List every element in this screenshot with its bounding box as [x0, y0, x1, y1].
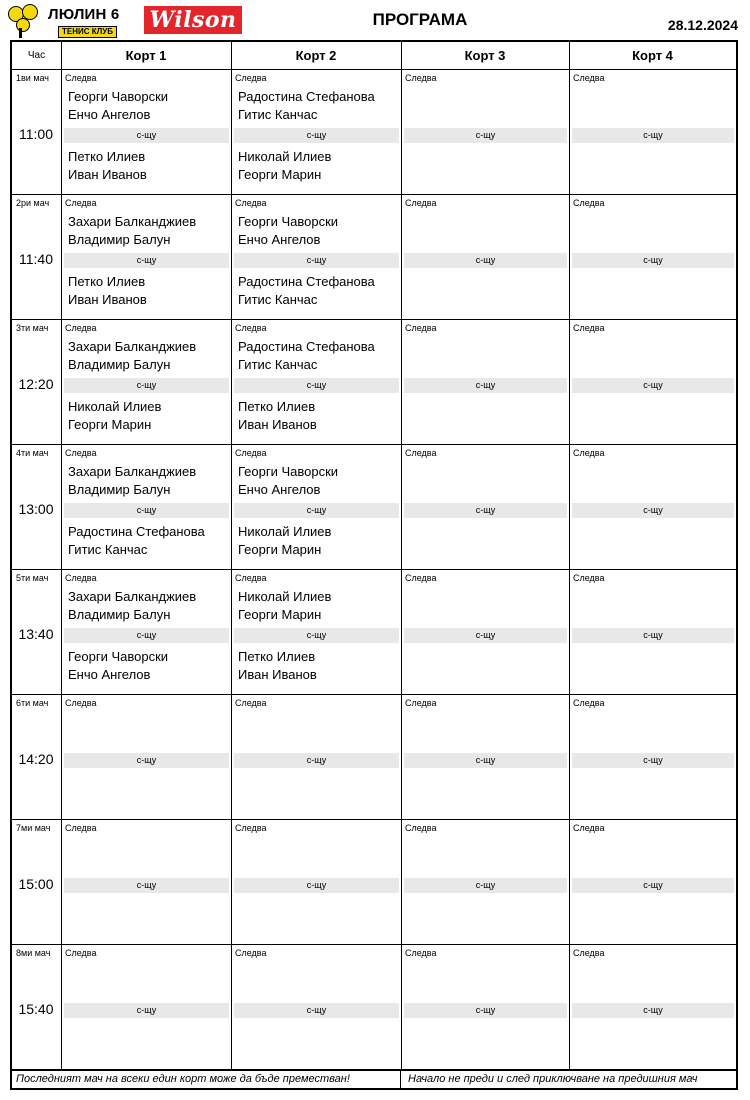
page-header — [0, 0, 750, 40]
versus-bar: с-щу — [64, 128, 229, 143]
player-name: Иван Иванов — [68, 167, 147, 182]
player-name: Радостина Стефанова — [68, 524, 205, 539]
team-two — [68, 273, 147, 309]
court-cell — [570, 570, 736, 694]
footer-divider — [400, 1071, 401, 1089]
next-label: Следва — [573, 448, 605, 458]
versus-bar: с-щу — [404, 253, 567, 268]
versus-bar: с-щу — [572, 253, 734, 268]
court-cell — [62, 320, 231, 444]
player-name: Георги Чаворски — [68, 649, 169, 664]
player-name: Георги Марин — [68, 417, 152, 432]
versus-bar: с-щу — [64, 628, 229, 643]
court-4-header: Корт 4 — [569, 42, 736, 70]
next-label: Следва — [235, 73, 267, 83]
court-cell — [232, 445, 401, 569]
versus-bar: с-щу — [404, 1003, 567, 1018]
player-name: Гитис Канчас — [68, 542, 148, 557]
versus-bar: с-щу — [234, 753, 399, 768]
court-cell — [232, 945, 401, 1069]
player-name: Георги Чаворски — [238, 464, 339, 479]
court-cell — [62, 695, 231, 819]
match-time: 11:00 — [19, 126, 53, 142]
player-name: Радостина Стефанова — [238, 339, 375, 354]
match-number: 6ти мач — [16, 698, 49, 708]
match-time: 11:40 — [19, 251, 53, 267]
player-name: Енчо Ангелов — [68, 107, 151, 122]
next-label: Следва — [235, 198, 267, 208]
player-name: Георги Марин — [238, 542, 322, 557]
player-name: Енчо Ангелов — [238, 482, 321, 497]
schedule-table — [10, 40, 738, 1090]
player-name: Николай Илиев — [238, 524, 332, 539]
next-label: Следва — [235, 448, 267, 458]
next-label: Следва — [235, 948, 267, 958]
match-slot — [12, 945, 736, 1070]
team-one — [238, 463, 338, 499]
next-label: Следва — [405, 73, 437, 83]
court-cell — [62, 570, 231, 694]
player-name: Георги Марин — [238, 167, 322, 182]
match-slot — [12, 320, 736, 445]
versus-bar: с-щу — [234, 253, 399, 268]
player-name: Владимир Балун — [68, 482, 171, 497]
match-time: 13:00 — [18, 501, 54, 517]
match-number: 7ми мач — [16, 823, 51, 833]
schedule-date: 28.12.2024 — [667, 17, 738, 33]
team-one — [68, 463, 196, 499]
next-label: Следва — [405, 823, 437, 833]
versus-bar: с-щу — [572, 1003, 734, 1018]
versus-bar: с-щу — [64, 753, 229, 768]
versus-bar: с-щу — [64, 253, 229, 268]
team-two — [238, 148, 331, 184]
player-name: Захари Балканджиев — [68, 589, 197, 604]
court-cell — [570, 70, 736, 194]
versus-bar: с-щу — [572, 878, 734, 893]
next-label: Следва — [573, 198, 605, 208]
next-label: Следва — [405, 948, 437, 958]
team-one — [238, 88, 375, 124]
player-name: Георги Чаворски — [68, 89, 169, 104]
match-slot — [12, 570, 736, 695]
versus-bar: с-щу — [234, 503, 399, 518]
match-time: 12:20 — [18, 376, 54, 392]
team-one — [68, 88, 168, 124]
court-1-header: Корт 1 — [61, 42, 231, 70]
team-one — [238, 338, 375, 374]
versus-bar: с-щу — [572, 628, 734, 643]
player-name: Николай Илиев — [68, 399, 162, 414]
next-label: Следва — [405, 698, 437, 708]
next-label: Следва — [65, 73, 97, 83]
court-cell — [402, 320, 569, 444]
player-name: Петко Илиев — [68, 274, 146, 289]
court-cell — [232, 570, 401, 694]
court-cell — [570, 820, 736, 944]
player-name: Владимир Балун — [68, 232, 171, 247]
court-cell — [402, 820, 569, 944]
court-cell — [62, 945, 231, 1069]
next-label: Следва — [235, 698, 267, 708]
player-name: Радостина Стефанова — [238, 89, 375, 104]
versus-bar: с-щу — [64, 378, 229, 393]
club-name: ЛЮЛИН 6 — [48, 6, 120, 23]
court-cell — [232, 70, 401, 194]
next-label: Следва — [573, 323, 605, 333]
next-label: Следва — [235, 573, 267, 583]
team-one — [238, 213, 338, 249]
team-two — [238, 273, 375, 309]
player-name: Владимир Балун — [68, 357, 171, 372]
team-two — [238, 523, 331, 559]
versus-bar: с-щу — [64, 1003, 229, 1018]
versus-bar: с-щу — [404, 628, 567, 643]
player-name: Николай Илиев — [238, 149, 332, 164]
versus-bar: с-щу — [404, 128, 567, 143]
court-cell — [570, 445, 736, 569]
court-cell — [570, 945, 736, 1069]
team-one — [68, 213, 196, 249]
team-two — [68, 148, 147, 184]
versus-bar: с-щу — [234, 628, 399, 643]
team-two — [238, 648, 317, 684]
club-logo — [4, 4, 130, 38]
footer-note-right: Начало не преди и след приключване на предишния мач — [408, 1073, 698, 1085]
court-cell — [402, 445, 569, 569]
versus-bar: с-щу — [572, 378, 734, 393]
versus-bar: с-щу — [404, 753, 567, 768]
match-slot — [12, 195, 736, 320]
sponsor-logo: Wilson — [144, 6, 242, 34]
team-two — [238, 398, 317, 434]
team-two — [68, 648, 168, 684]
next-label: Следва — [405, 323, 437, 333]
next-label: Следва — [235, 323, 267, 333]
court-cell — [62, 820, 231, 944]
next-label: Следва — [65, 198, 97, 208]
court-cell — [62, 70, 231, 194]
player-name: Гитис Канчас — [238, 292, 318, 307]
player-name: Иван Иванов — [238, 417, 317, 432]
match-number: 4ти мач — [16, 448, 49, 458]
court-cell — [570, 320, 736, 444]
footer-notes — [12, 1070, 736, 1088]
next-label: Следва — [65, 823, 97, 833]
match-number: 8ми мач — [16, 948, 51, 958]
team-two — [68, 398, 161, 434]
player-name: Иван Иванов — [68, 292, 147, 307]
player-name: Николай Илиев — [238, 589, 332, 604]
next-label: Следва — [405, 448, 437, 458]
court-cell — [402, 945, 569, 1069]
player-name: Захари Балканджиев — [68, 464, 197, 479]
player-name: Енчо Ангелов — [238, 232, 321, 247]
next-label: Следва — [65, 448, 97, 458]
versus-bar: с-щу — [404, 878, 567, 893]
versus-bar: с-щу — [234, 878, 399, 893]
match-time: 15:00 — [18, 876, 54, 892]
player-name: Иван Иванов — [238, 667, 317, 682]
match-slot — [12, 820, 736, 945]
next-label: Следва — [65, 573, 97, 583]
next-label: Следва — [405, 198, 437, 208]
team-one — [68, 338, 196, 374]
next-label: Следва — [65, 948, 97, 958]
match-time: 14:20 — [18, 751, 54, 767]
court-cell — [402, 695, 569, 819]
versus-bar: с-щу — [64, 503, 229, 518]
versus-bar: с-щу — [572, 503, 734, 518]
next-label: Следва — [573, 823, 605, 833]
court-cell — [232, 195, 401, 319]
court-cell — [402, 195, 569, 319]
player-name: Захари Балканджиев — [68, 214, 197, 229]
versus-bar: с-щу — [234, 1003, 399, 1018]
match-time: 15:40 — [18, 1001, 54, 1017]
versus-bar: с-щу — [64, 878, 229, 893]
player-name: Георги Чаворски — [238, 214, 339, 229]
match-number: 1ви мач — [16, 73, 49, 83]
team-one — [238, 588, 331, 624]
court-cell — [402, 570, 569, 694]
team-one — [68, 588, 196, 624]
court-2-header: Корт 2 — [231, 42, 401, 70]
versus-bar: с-щу — [572, 128, 734, 143]
court-3-header: Корт 3 — [401, 42, 569, 70]
footer-note-left: Последният мач на всеки един корт може да бъде преместван! — [16, 1073, 350, 1085]
match-number: 3ти мач — [16, 323, 49, 333]
next-label: Следва — [405, 573, 437, 583]
versus-bar: с-щу — [234, 128, 399, 143]
player-name: Владимир Балун — [68, 607, 171, 622]
player-name: Петко Илиев — [68, 149, 146, 164]
next-label: Следва — [65, 698, 97, 708]
next-label: Следва — [573, 573, 605, 583]
versus-bar: с-щу — [234, 378, 399, 393]
next-label: Следва — [65, 323, 97, 333]
player-name: Петко Илиев — [238, 649, 316, 664]
court-cell — [570, 695, 736, 819]
next-label: Следва — [573, 698, 605, 708]
match-time: 13:40 — [18, 626, 54, 642]
match-number: 5ти мач — [16, 573, 49, 583]
versus-bar: с-щу — [404, 503, 567, 518]
versus-bar: с-щу — [404, 378, 567, 393]
time-column-header: Час — [12, 42, 61, 70]
tennis-balls-icon — [4, 4, 48, 38]
player-name: Енчо Ангелов — [68, 667, 151, 682]
next-label: Следва — [573, 73, 605, 83]
player-name: Захари Балканджиев — [68, 339, 197, 354]
club-subtitle: ТЕНИС КЛУБ — [58, 26, 117, 38]
player-name: Петко Илиев — [238, 399, 316, 414]
page-title: ПРОГРАМА — [372, 10, 468, 29]
match-slot — [12, 445, 736, 570]
court-cell — [232, 695, 401, 819]
next-label: Следва — [235, 823, 267, 833]
court-cell — [232, 820, 401, 944]
versus-bar: с-щу — [572, 753, 734, 768]
match-number: 2ри мач — [16, 198, 50, 208]
team-two — [68, 523, 205, 559]
court-cell — [232, 320, 401, 444]
player-name: Гитис Канчас — [238, 107, 318, 122]
player-name: Гитис Канчас — [238, 357, 318, 372]
match-slot — [12, 70, 736, 195]
next-label: Следва — [573, 948, 605, 958]
court-cell — [62, 195, 231, 319]
court-cell — [402, 70, 569, 194]
match-slot — [12, 695, 736, 820]
court-cell — [62, 445, 231, 569]
court-cell — [570, 195, 736, 319]
player-name: Георги Марин — [238, 607, 322, 622]
player-name: Радостина Стефанова — [238, 274, 375, 289]
